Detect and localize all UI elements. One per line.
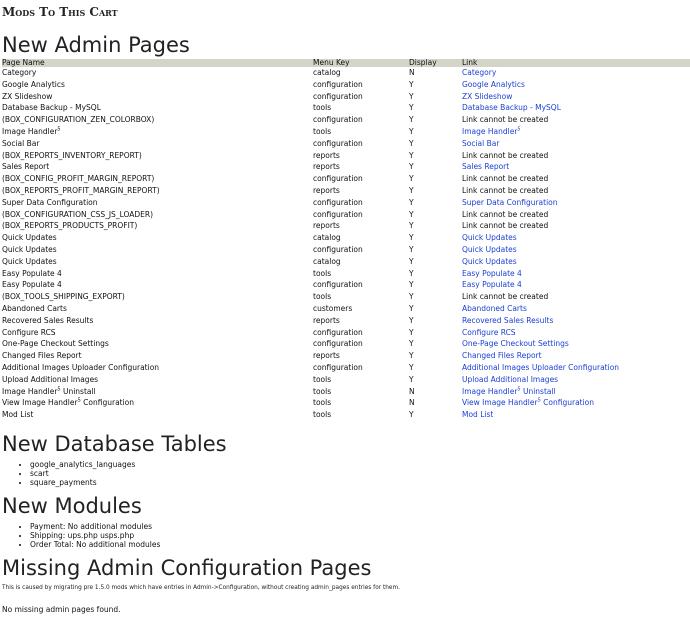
text-part: Abandoned Carts (2, 303, 67, 313)
admin-page-link[interactable] (462, 351, 542, 360)
display-cell: Y (409, 362, 414, 372)
column-header-link: Link (462, 58, 478, 67)
text-part: One-Page Checkout Settings (2, 339, 109, 349)
display-cell: N (409, 398, 415, 408)
menu-key-cell: configuration (313, 362, 363, 372)
link-cell (462, 197, 690, 209)
menu-key-cell: configuration (313, 244, 363, 254)
link-cell (462, 79, 690, 91)
page-name-cell (2, 386, 313, 398)
link-cell (462, 350, 690, 362)
text-part: Additional Images Uploader Configuration (2, 362, 160, 372)
superscript: 5 (517, 386, 521, 393)
page-name-cell (2, 91, 313, 103)
link-cell (462, 362, 690, 374)
menu-key-cell: tools (313, 126, 332, 136)
menu-key-cell: catalog (313, 233, 341, 243)
missing-config-note: This is caused by migrating pre 1.5.0 mods which have entries in Admin->Configuration, without creating admin_pages entries for them. (2, 584, 400, 591)
link-cell: Link cannot be created (462, 150, 549, 160)
admin-page-link[interactable] (462, 127, 521, 136)
text-part: Sales Report (2, 162, 50, 172)
table-row (2, 256, 690, 268)
page-name-cell (2, 397, 313, 409)
admin-page-link[interactable] (462, 269, 522, 278)
table-row (2, 268, 690, 280)
admin-page-link[interactable] (462, 233, 517, 242)
table-row (2, 173, 690, 185)
link-cell (462, 374, 690, 386)
menu-key-cell: tools (313, 398, 332, 408)
table-row (2, 244, 690, 256)
text-part: Quick Updates (2, 256, 57, 266)
menu-key-cell: tools (313, 410, 332, 420)
text-part: Database Backup - MySQL (2, 103, 101, 113)
display-cell: Y (409, 374, 414, 384)
text-part: Quick Updates (462, 244, 517, 254)
modules-heading: New Modules (2, 493, 142, 518)
link-cell (462, 338, 690, 350)
link-cell (462, 386, 690, 398)
page-name-cell (2, 303, 313, 315)
link-cell (462, 397, 690, 409)
table-row (2, 291, 690, 303)
link-cell: Link cannot be created (462, 174, 549, 184)
text-part: Configure RCS (462, 327, 516, 337)
menu-key-cell: configuration (313, 339, 363, 349)
display-cell: Y (409, 185, 414, 195)
menu-key-cell: configuration (313, 174, 363, 184)
text-part: (BOX_CONFIGURATION_ZEN_COLORBOX) (2, 115, 155, 125)
text-part: Changed Files Report (2, 351, 82, 361)
page-name-cell (2, 232, 313, 244)
display-cell: Y (409, 79, 414, 89)
link-cell (462, 315, 690, 327)
page-title: Mods To This Cart (2, 5, 118, 19)
table-row (2, 232, 690, 244)
display-cell: Y (409, 138, 414, 148)
table-row (2, 279, 690, 291)
text-part: (BOX_TOOLS_SHIPPING_EXPORT) (2, 292, 125, 302)
display-cell: Y (409, 315, 414, 325)
link-cell (462, 102, 690, 114)
superscript: 5 (77, 397, 81, 404)
menu-key-cell: configuration (313, 327, 363, 337)
display-cell: N (409, 386, 415, 396)
page-name-cell (2, 256, 313, 268)
menu-key-cell: catalog (313, 256, 341, 266)
display-cell: Y (409, 268, 414, 278)
display-cell: Y (409, 197, 414, 207)
text-part: Category (462, 68, 497, 77)
page-name-cell (2, 79, 313, 91)
text-part: Google Analytics (462, 79, 525, 89)
display-cell: Y (409, 126, 414, 136)
table-header-row (2, 59, 690, 67)
text-part: Database Backup - MySQL (462, 103, 561, 113)
table-row (2, 79, 690, 91)
table-row (2, 126, 690, 138)
table-row (2, 161, 690, 173)
column-header-menu-key: Menu Key (313, 58, 350, 67)
text-part: Image Handler (2, 126, 58, 136)
text-part: (BOX_REPORTS_INVENTORY_REPORT) (2, 150, 142, 160)
menu-key-cell: reports (313, 221, 340, 231)
text-part: (BOX_CONFIGURATION_CSS_JS_LOADER) (2, 209, 154, 219)
page-name-cell (2, 362, 313, 374)
link-cell (462, 279, 690, 291)
list-item: • google_analytics_languages (30, 460, 690, 469)
database-tables-heading: New Database Tables (2, 431, 227, 456)
link-cell (462, 67, 690, 79)
menu-key-cell: configuration (313, 138, 363, 148)
page-name-cell (2, 161, 313, 173)
menu-key-cell: configuration (313, 209, 363, 219)
text-part: Mod List (2, 410, 34, 420)
menu-key-cell: tools (313, 103, 332, 113)
superscript: 5 (537, 397, 541, 404)
admin-page-link[interactable] (462, 80, 525, 89)
admin-page-link[interactable] (462, 375, 558, 384)
link-cell (462, 256, 690, 268)
table-row (2, 209, 690, 221)
page-name-cell (2, 291, 313, 303)
display-cell: Y (409, 410, 414, 420)
list-item: • square_payments (30, 478, 690, 487)
page-name-cell (2, 102, 313, 114)
admin-page-link[interactable] (462, 328, 516, 337)
page-name-cell (2, 173, 313, 185)
display-cell: Y (409, 103, 414, 113)
display-cell: Y (409, 339, 414, 349)
menu-key-cell: customers (313, 303, 353, 313)
display-cell: Y (409, 174, 414, 184)
text-part: Sales Report (462, 162, 510, 172)
menu-key-cell: reports (313, 150, 340, 160)
page-name-cell (2, 114, 313, 126)
menu-key-cell: catalog (313, 68, 341, 77)
table-row (2, 386, 690, 398)
link-cell: Link cannot be created (462, 185, 549, 195)
column-header-display: Display (409, 58, 437, 67)
display-cell: Y (409, 221, 414, 231)
menu-key-cell: configuration (313, 91, 363, 101)
link-cell: Link cannot be created (462, 292, 549, 302)
page-name-cell (2, 315, 313, 327)
list-item: • Payment: No additional modules (30, 522, 690, 531)
link-cell (462, 327, 690, 339)
display-cell: Y (409, 91, 414, 101)
link-cell (462, 126, 690, 138)
text-part: Additional Images Uploader Configuration (462, 362, 620, 372)
page-name-cell (2, 150, 313, 162)
text-part: Easy Populate 4 (2, 280, 62, 290)
page-name-cell (2, 338, 313, 350)
modules-list (2, 522, 690, 549)
display-cell: Y (409, 303, 414, 313)
text-part: (BOX_REPORTS_PRODUCTS_PROFIT) (2, 221, 138, 231)
link-cell (462, 138, 690, 150)
text-part: Uninstall (60, 386, 96, 396)
text-part: Recovered Sales Results (2, 315, 94, 325)
superscript: 5 (57, 126, 61, 133)
text-part: Image Handler (462, 126, 518, 136)
table-row (2, 220, 690, 232)
text-part: Super Data Configuration (462, 197, 558, 207)
display-cell: Y (409, 233, 414, 243)
text-part: Easy Populate 4 (462, 280, 522, 290)
table-row (2, 138, 690, 150)
menu-key-cell: tools (313, 268, 332, 278)
admin-page-link[interactable] (462, 139, 499, 148)
text-part: Upload Additional Images (2, 374, 99, 384)
text-part: Quick Updates (2, 233, 57, 243)
text-part: (BOX_REPORTS_PROFIT_MARGIN_REPORT) (2, 185, 160, 195)
menu-key-cell: configuration (313, 79, 363, 89)
admin-page-link[interactable] (462, 198, 558, 207)
superscript: 5 (517, 126, 521, 133)
text-part: Changed Files Report (462, 351, 542, 361)
text-part: One-Page Checkout Settings (462, 339, 569, 349)
table-row (2, 338, 690, 350)
page-name-cell (2, 220, 313, 232)
link-cell (462, 232, 690, 244)
text-part: Abandoned Carts (462, 303, 527, 313)
table-row (2, 362, 690, 374)
admin-pages-body (2, 67, 690, 421)
menu-key-cell: reports (313, 315, 340, 325)
menu-key-cell: tools (313, 374, 332, 384)
menu-key-cell: tools (313, 386, 332, 396)
page-name-cell (2, 209, 313, 221)
display-cell: Y (409, 351, 414, 361)
table-row (2, 67, 690, 79)
text-part: View Image Handler (462, 398, 538, 408)
admin-page-link[interactable] (462, 280, 522, 289)
text-part: Recovered Sales Results (462, 315, 554, 325)
page-name-cell (2, 350, 313, 362)
menu-key-cell: configuration (313, 197, 363, 207)
text-part: Image Handler (462, 386, 518, 396)
admin-page-link[interactable] (462, 387, 556, 396)
database-tables-list (2, 460, 690, 487)
admin-pages-heading: New Admin Pages (2, 33, 190, 57)
text-part: ZX Slideshow (462, 91, 513, 101)
missing-config-status: No missing admin pages found. (2, 604, 121, 614)
display-cell: Y (409, 209, 414, 219)
table-row (2, 102, 690, 114)
column-header-page-name: Page Name (2, 58, 45, 67)
page-name-cell (2, 185, 313, 197)
display-cell: Y (409, 292, 414, 302)
display-cell: Y (409, 244, 414, 254)
display-cell: Y (409, 280, 414, 290)
page-name-cell (2, 126, 313, 138)
table-row (2, 315, 690, 327)
page-name-cell (2, 268, 313, 280)
superscript: 5 (57, 386, 61, 393)
admin-page-link[interactable] (462, 304, 527, 313)
link-cell (462, 303, 690, 315)
admin-page-link[interactable] (462, 162, 509, 171)
link-cell: Link cannot be created (462, 115, 549, 125)
table-row (2, 397, 690, 409)
link-cell: Link cannot be created (462, 221, 549, 231)
text-part: Configure RCS (2, 327, 56, 337)
page-name-cell (2, 244, 313, 256)
admin-page-link[interactable] (462, 103, 561, 112)
table-row (2, 91, 690, 103)
missing-config-heading: Missing Admin Configuration Pages (2, 555, 372, 580)
link-cell (462, 161, 690, 173)
display-cell: Y (409, 150, 414, 160)
table-row (2, 327, 690, 339)
menu-key-cell: configuration (313, 115, 363, 125)
menu-key-cell: reports (313, 351, 340, 361)
admin-page-link[interactable] (462, 316, 553, 325)
admin-pages-table (2, 59, 690, 421)
text-part: Configuration (80, 398, 135, 408)
text-part: Easy Populate 4 (462, 268, 522, 278)
table-row (2, 409, 690, 421)
table-row (2, 114, 690, 126)
text-part: Image Handler (2, 386, 58, 396)
list-item: • Order Total: No additional modules (30, 540, 690, 549)
display-cell: Y (409, 115, 414, 125)
link-cell (462, 409, 690, 421)
page-name-cell (2, 67, 313, 79)
admin-page-link[interactable] (462, 363, 619, 372)
text-part: Super Data Configuration (2, 197, 98, 207)
admin-page-link[interactable] (462, 245, 517, 254)
page-name-cell (2, 327, 313, 339)
display-cell: Y (409, 327, 414, 337)
link-cell (462, 91, 690, 103)
link-cell: Link cannot be created (462, 209, 549, 219)
text-part: Mod List (462, 410, 494, 420)
text-part: Uninstall (520, 386, 556, 396)
text-part: ZX Slideshow (2, 91, 53, 101)
table-row (2, 197, 690, 209)
page-name-cell (2, 409, 313, 421)
text-part: View Image Handler (2, 398, 78, 408)
display-cell: N (409, 68, 415, 77)
text-part: Category (2, 68, 37, 77)
page-name-cell (2, 197, 313, 209)
text-part: Social Bar (2, 138, 40, 148)
text-part: Quick Updates (462, 233, 517, 243)
page-name-cell (2, 279, 313, 291)
display-cell: Y (409, 162, 414, 172)
menu-key-cell: configuration (313, 280, 363, 290)
table-row (2, 350, 690, 362)
text-part: Configuration (540, 398, 595, 408)
text-part: Google Analytics (2, 79, 65, 89)
list-item: • Shipping: ups.php usps.php (30, 531, 690, 540)
text-part: Social Bar (462, 138, 500, 148)
page-name-cell (2, 138, 313, 150)
page-name-cell (2, 374, 313, 386)
table-row (2, 150, 690, 162)
admin-page-link[interactable] (462, 398, 594, 407)
admin-page-link[interactable] (462, 68, 496, 77)
link-cell (462, 244, 690, 256)
text-part: Quick Updates (462, 256, 517, 266)
admin-page-link[interactable] (462, 92, 512, 101)
text-part: Easy Populate 4 (2, 268, 62, 278)
admin-page-link[interactable] (462, 257, 517, 266)
table-row (2, 374, 690, 386)
table-row (2, 185, 690, 197)
menu-key-cell: tools (313, 292, 332, 302)
link-cell (462, 268, 690, 280)
menu-key-cell: reports (313, 162, 340, 172)
table-row (2, 303, 690, 315)
text-part: (BOX_CONFIG_PROFIT_MARGIN_REPORT) (2, 174, 155, 184)
display-cell: Y (409, 256, 414, 266)
menu-key-cell: reports (313, 185, 340, 195)
admin-page-link[interactable] (462, 339, 569, 348)
list-item: • scart (30, 469, 690, 478)
admin-page-link[interactable] (462, 410, 493, 419)
text-part: Upload Additional Images (462, 374, 559, 384)
text-part: Quick Updates (2, 244, 57, 254)
